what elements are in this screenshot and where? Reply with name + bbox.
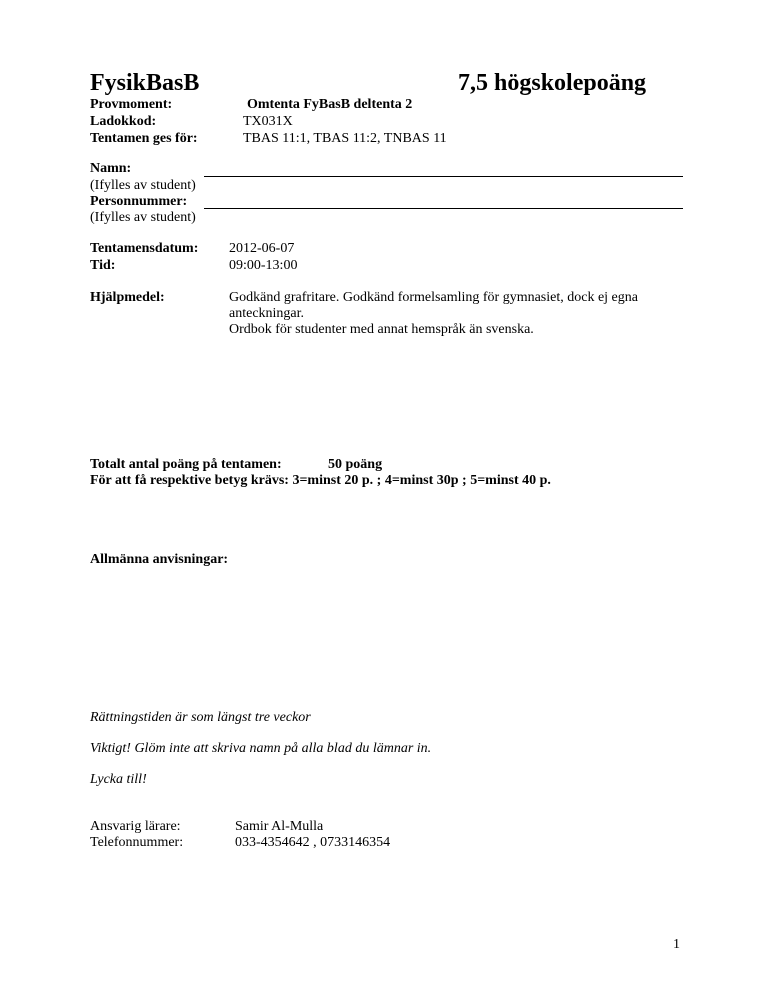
- instructions-heading: Allmänna anvisningar:: [90, 552, 229, 567]
- info-value-provmoment: Omtenta FyBasB deltenta 2: [247, 97, 413, 112]
- name-label: Namn:: [90, 161, 132, 176]
- correction-time-note: Rättningstiden är som längst tre veckor: [90, 710, 311, 725]
- aids-line-1: Godkänd grafritare. Godkänd formelsamling för gymnasiet, dock ej egna: [229, 290, 638, 305]
- phone-label: Telefonnummer:: [90, 835, 184, 850]
- info-label-provmoment: Provmoment:: [90, 97, 173, 112]
- personnummer-line[interactable]: [204, 208, 683, 209]
- course-title: FysikBasB: [90, 70, 200, 96]
- total-points-label: Totalt antal poäng på tentamen:: [90, 457, 282, 472]
- info-value-tentamen-ges-for: TBAS 11:1, TBAS 11:2, TNBAS 11: [243, 131, 447, 146]
- date-value: 2012-06-07: [229, 241, 295, 256]
- phone-value: 033-4354642 , 0733146354: [235, 835, 391, 850]
- aids-line-2: anteckningar.: [229, 306, 305, 321]
- good-luck-note: Lycka till!: [90, 772, 147, 787]
- date-label: Tentamensdatum:: [90, 241, 199, 256]
- teacher-label: Ansvarig lärare:: [90, 819, 181, 834]
- personnummer-hint: (Ifylles av student): [90, 210, 196, 225]
- info-label-tentamen-ges-for: Tentamen ges för:: [90, 131, 198, 146]
- aids-label: Hjälpmedel:: [90, 290, 165, 305]
- name-hint: (Ifylles av student): [90, 178, 196, 193]
- total-points-value: 50 poäng: [328, 457, 383, 472]
- grade-requirements: För att få respektive betyg krävs: 3=minst 20 p. ; 4=minst 30p ; 5=minst 40 p.: [90, 473, 551, 488]
- teacher-value: Samir Al-Mulla: [235, 819, 324, 834]
- page-number: 1: [673, 937, 680, 952]
- important-note: Viktigt! Glöm inte att skriva namn på alla blad du lämnar in.: [90, 741, 432, 756]
- time-value: 09:00-13:00: [229, 258, 298, 273]
- time-label: Tid:: [90, 258, 116, 273]
- info-value-ladokkod: TX031X: [243, 114, 293, 129]
- name-line[interactable]: [204, 176, 683, 177]
- credits-title: 7,5 högskolepoäng: [458, 70, 647, 96]
- info-label-ladokkod: Ladokkod:: [90, 114, 157, 129]
- aids-line-3: Ordbok för studenter med annat hemspråk än svenska.: [229, 322, 534, 337]
- personnummer-label: Personnummer:: [90, 194, 188, 209]
